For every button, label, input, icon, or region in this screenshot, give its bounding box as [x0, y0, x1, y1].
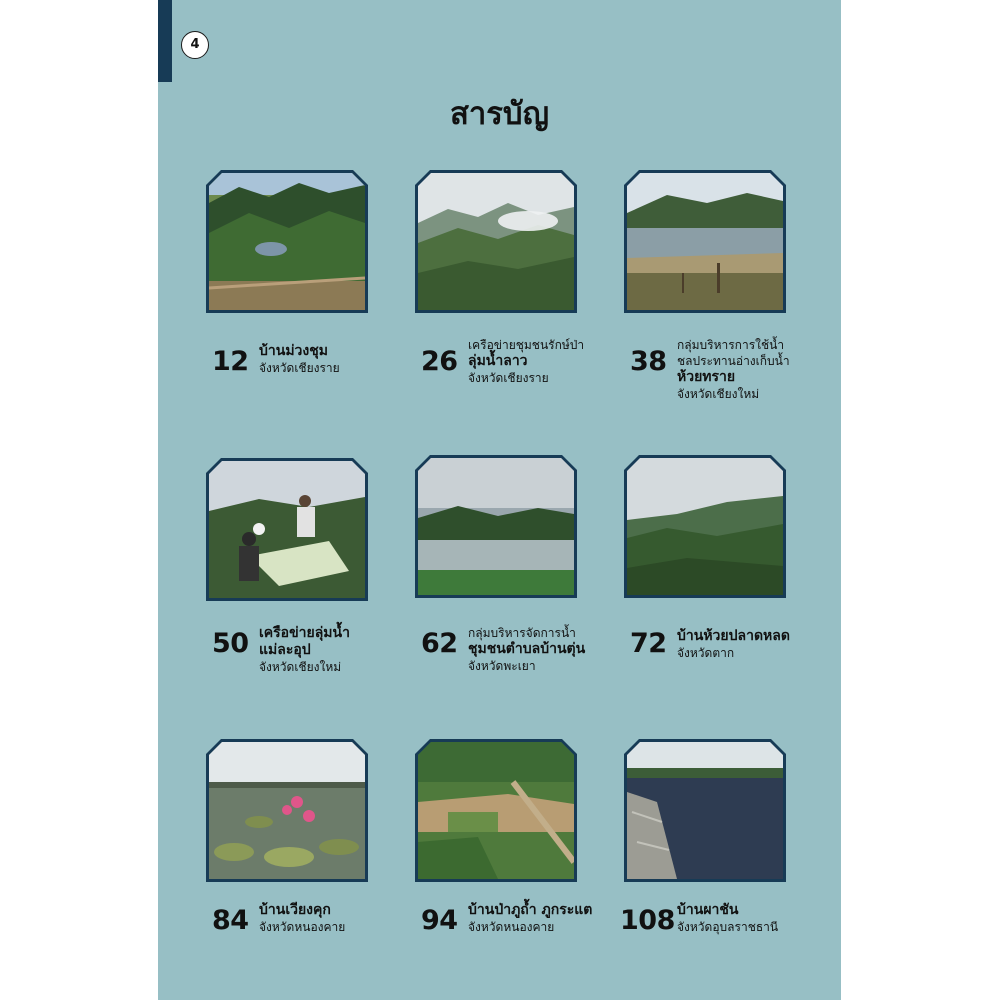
entry-photo [624, 739, 786, 882]
entry-subtitle: กลุ่มบริหารการใช้น้ำ [677, 338, 785, 352]
entry-title: บ้านป่าภูถ้ำ ภูกระแต [468, 902, 593, 918]
entry-page-number: 84 [212, 905, 249, 936]
entry-text [677, 628, 832, 661]
entry-text [468, 625, 623, 674]
entry-province: จังหวัดหนองคาย [468, 920, 555, 934]
entry-photo [206, 739, 368, 882]
entry-subtitle: ชลประทานอ่างเก็บน้ำ [677, 354, 790, 368]
entry-text [259, 625, 414, 675]
entry-subtitle: เครือข่ายชุมชนรักษ์ป่า [468, 338, 585, 352]
entry-photo [415, 739, 577, 882]
entry-text [468, 337, 623, 386]
entry-province: จังหวัดหนองคาย [259, 920, 346, 934]
entry-title: บ้านผาชัน [677, 902, 739, 918]
entry-text [259, 343, 414, 376]
entry-province: จังหวัดเชียงใหม่ [677, 387, 760, 401]
page-title: สารบัญ [449, 96, 550, 132]
entry-page-number: 72 [630, 628, 667, 659]
entry-photo [415, 170, 577, 313]
entry-text [259, 902, 414, 935]
entry-title: ห้วยทราย [677, 369, 736, 385]
page-number: 4 [181, 31, 209, 59]
side-accent-bar [158, 0, 172, 82]
entry-province: จังหวัดตาก [677, 646, 735, 660]
entry-province: จังหวัดพะเยา [468, 659, 536, 673]
entry-page-number: 26 [421, 346, 458, 377]
entry-province: จังหวัดอุบลราชธานี [677, 920, 779, 934]
entry-subtitle: กลุ่มบริหารจัดการน้ำ [468, 626, 576, 640]
entry-page-number: 94 [421, 905, 458, 936]
entry-title: เครือข่ายลุ่มน้ำ [259, 625, 350, 641]
entry-title-cont: แม่ละอุป [259, 642, 311, 658]
entry-text [468, 902, 623, 935]
entry-photo [206, 458, 368, 601]
entry-page-number: 38 [630, 346, 667, 377]
entry-text [677, 902, 832, 935]
entry-province: จังหวัดเชียงราย [468, 371, 549, 385]
page [158, 0, 841, 1000]
entry-title: ชุมชนตำบลบ้านตุ่น [468, 641, 586, 657]
entry-title: บ้านเวียงคุก [259, 902, 331, 918]
entry-photo [206, 170, 368, 313]
entry-page-number: 12 [212, 346, 249, 377]
entry-page-number: 62 [421, 628, 458, 659]
entry-page-number: 108 [620, 905, 675, 936]
entry-province: จังหวัดเชียงใหม่ [259, 660, 342, 674]
entry-photo [415, 455, 577, 598]
entry-text [677, 337, 832, 402]
entry-province: จังหวัดเชียงราย [259, 361, 340, 375]
entry-page-number: 50 [212, 628, 249, 659]
entry-title: บ้านห้วยปลาดหลด [677, 628, 790, 644]
entry-title: บ้านม่วงชุม [259, 343, 328, 359]
entry-photo [624, 170, 786, 313]
entry-title: ลุ่มน้ำลาว [468, 353, 528, 369]
entry-photo [624, 455, 786, 598]
